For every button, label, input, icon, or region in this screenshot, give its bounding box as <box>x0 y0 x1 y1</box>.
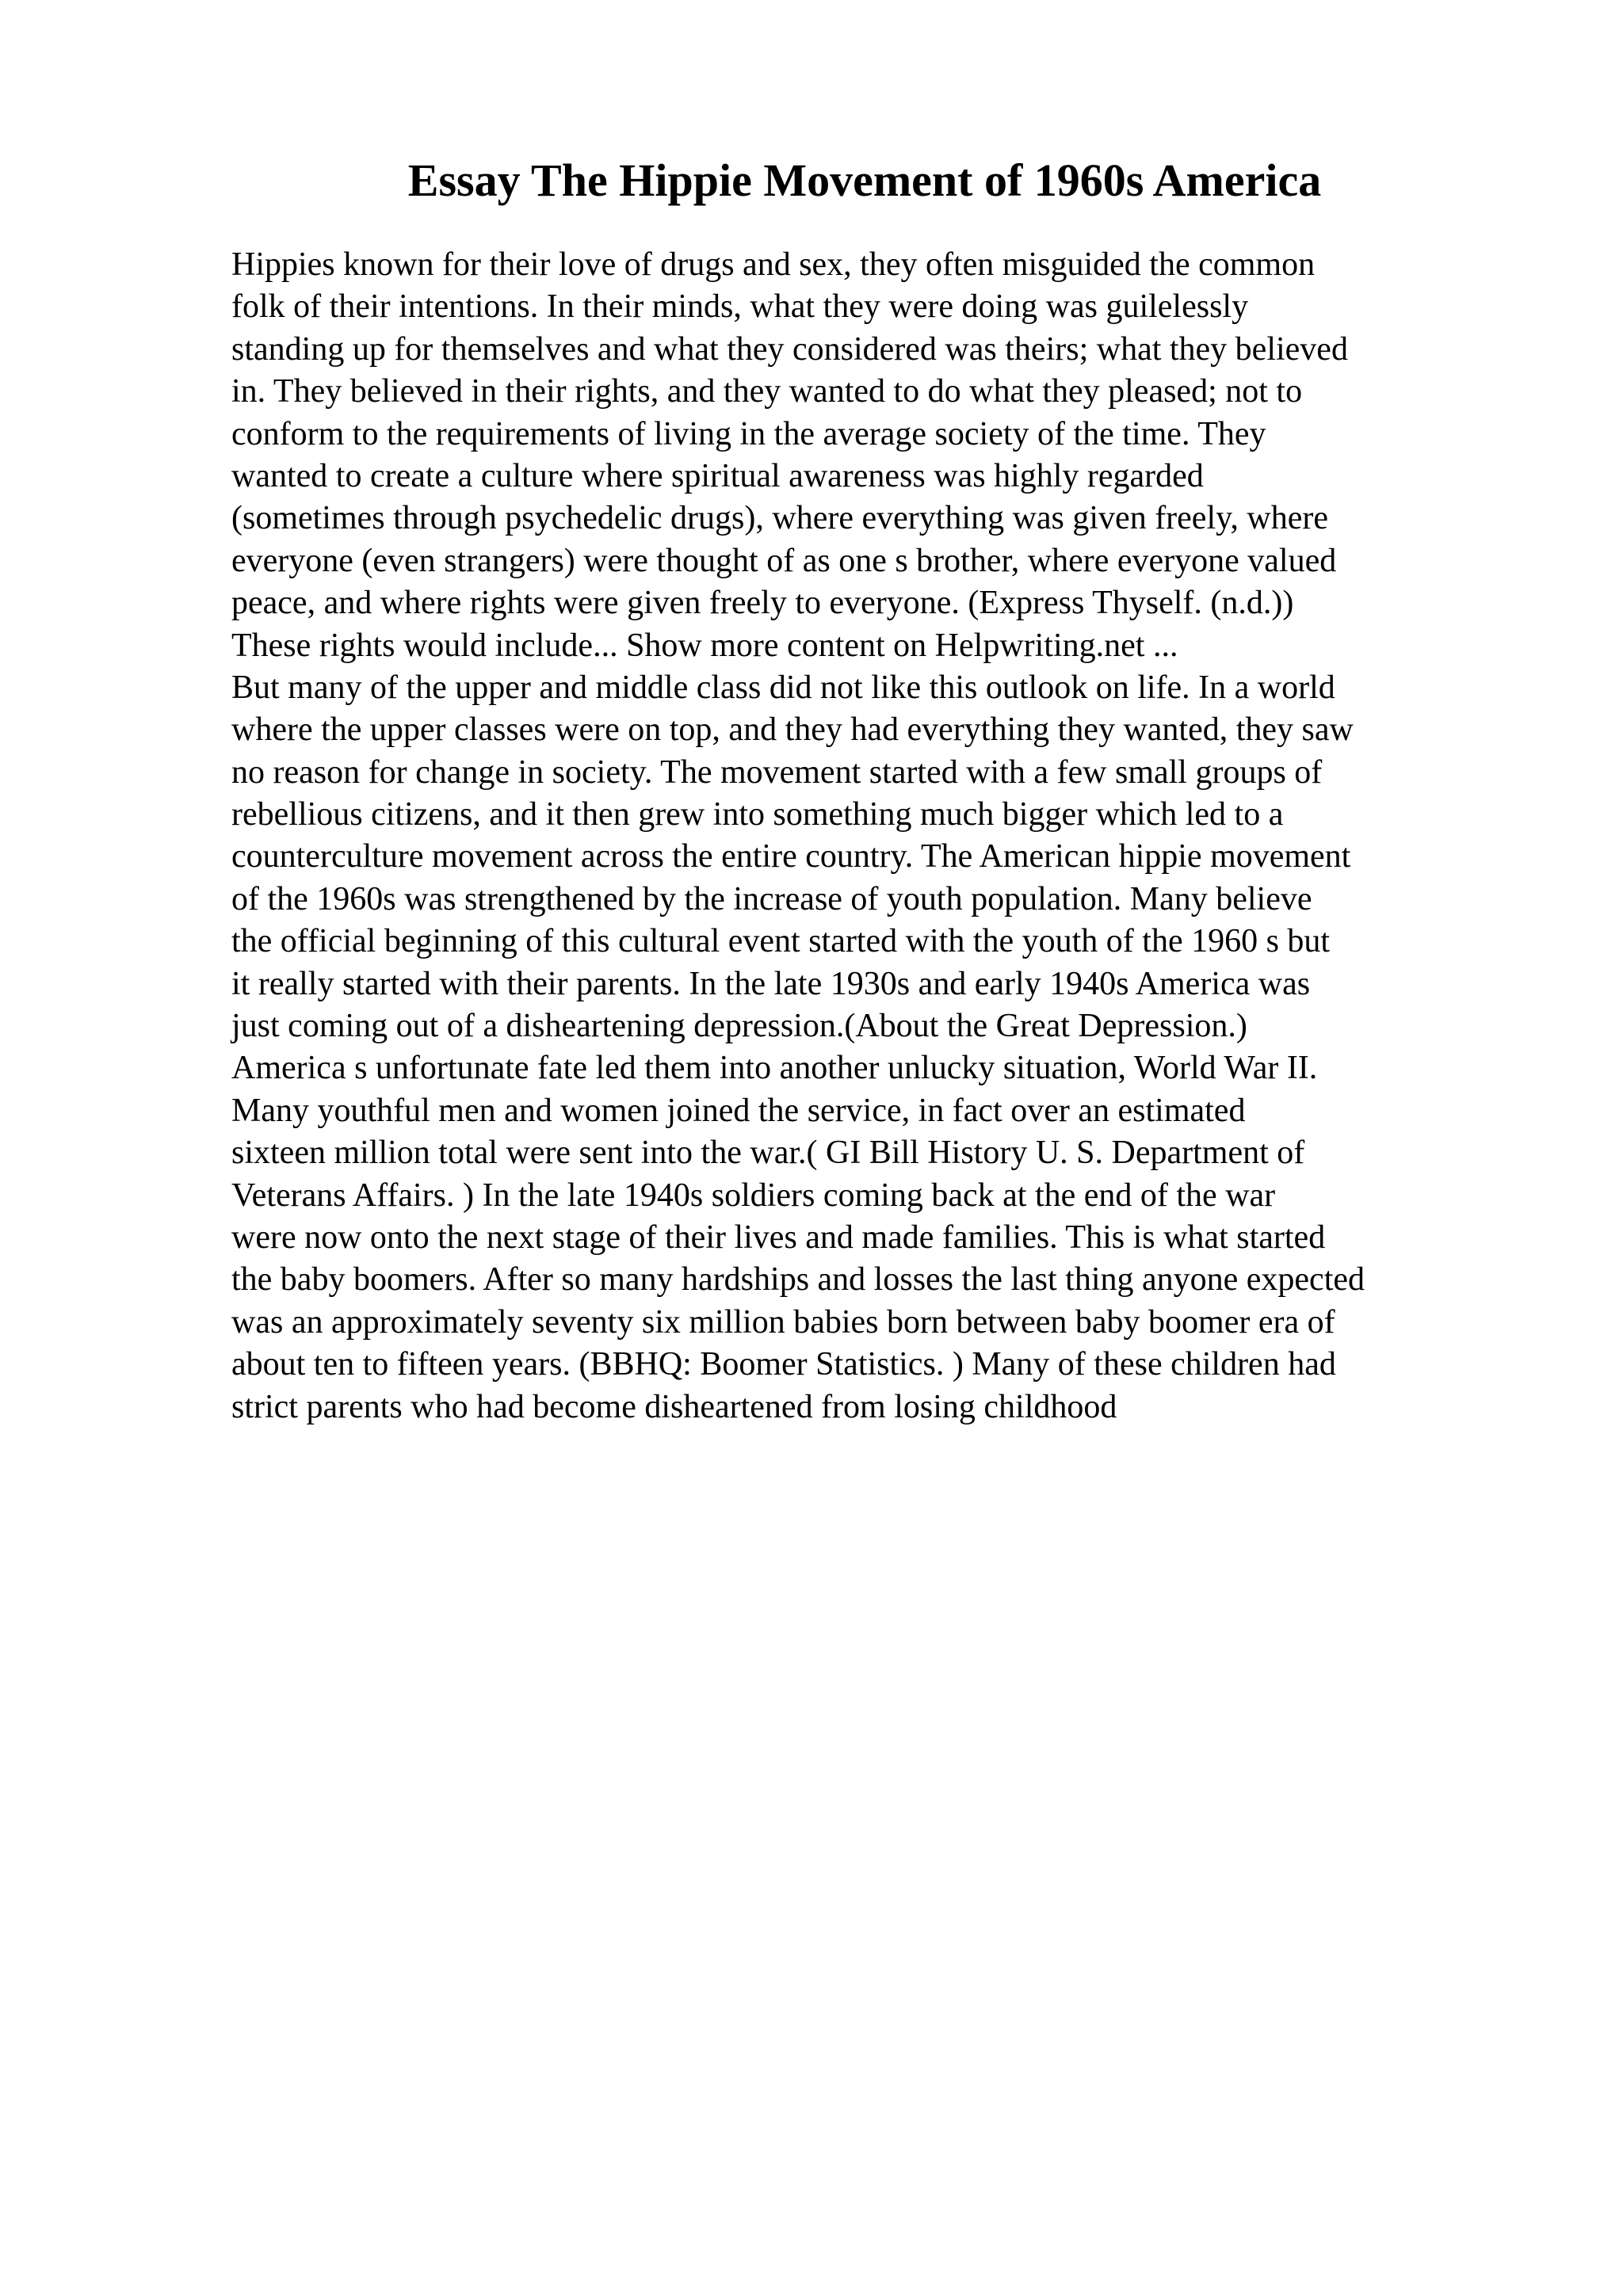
body-line: were now onto the next stage of their lives and made families. This is what started <box>231 1219 1326 1256</box>
body-line: folk of their intentions. In their minds, what they were doing was guilelessly <box>231 288 1249 326</box>
body-line: But many of the upper and middle class did not like this outlook on life. In a world <box>231 669 1335 706</box>
body-line: peace, and where rights were given freely to everyone. (Express Thyself. (n.d.)) <box>231 585 1294 622</box>
body-line: America s unfortunate fate led them into another unlucky situation, World War II. <box>231 1050 1318 1087</box>
document-body <box>231 244 1610 1428</box>
body-line: counterculture movement across the entire country. The American hippie movement <box>231 838 1351 875</box>
body-line: everyone (even strangers) were thought of as one s brother, where everyone valued <box>231 542 1337 579</box>
body-line: Many youthful men and women joined the service, in fact over an estimated <box>231 1092 1246 1129</box>
body-line: (sometimes through psychedelic drugs), where everything was given freely, where <box>231 500 1328 537</box>
body-line: These rights would include... Show more content on Helpwriting.net ... <box>231 627 1178 664</box>
body-line: of the 1960s was strengthened by the increase of youth population. Many believe <box>231 880 1312 917</box>
body-line: in. They believed in their rights, and they wanted to do what they pleased; not to <box>231 373 1303 410</box>
body-line: Hippies known for their love of drugs and sex, they often misguided the common <box>231 246 1316 283</box>
body-line: sixteen million total were sent into the war.( GI Bill History U. S. Department of <box>231 1135 1305 1172</box>
body-line: standing up for themselves and what they considered was theirs; what they believed <box>231 330 1348 368</box>
body-line: rebellious citizens, and it then grew into something much bigger which led to a <box>231 796 1284 833</box>
body-line: conform to the requirements of living in the average society of the time. They <box>231 415 1266 452</box>
body-line: the official beginning of this cultural event started with the youth of the 1960 s but <box>231 923 1331 960</box>
body-line: Veterans Affairs. ) In the late 1940s soldiers coming back at the end of the war <box>231 1177 1276 1214</box>
body-line: wanted to create a culture where spiritual awareness was highly regarded <box>231 457 1204 494</box>
body-line: where the upper classes were on top, and they had everything they wanted, they saw <box>231 711 1354 749</box>
document-title: Essay The Hippie Movement of 1960s America <box>407 154 1322 206</box>
body-line: no reason for change in society. The movement started with a few small groups of <box>231 753 1323 791</box>
body-line: it really started with their parents. In the late 1930s and early 1940s America was <box>231 965 1311 1002</box>
body-line: about ten to fifteen years. (BBHQ: Boomer Statistics. ) Many of these children had <box>231 1346 1336 1383</box>
body-line: was an approximately seventy six million babies born between baby boomer era of <box>231 1303 1335 1341</box>
body-line: just coming out of a disheartening depression.(About the Great Depression.) <box>231 1008 1247 1045</box>
body-line: the baby boomers. After so many hardships and losses the last thing anyone expected <box>231 1261 1365 1299</box>
body-line: strict parents who had become disheartened from losing childhood <box>231 1388 1117 1425</box>
